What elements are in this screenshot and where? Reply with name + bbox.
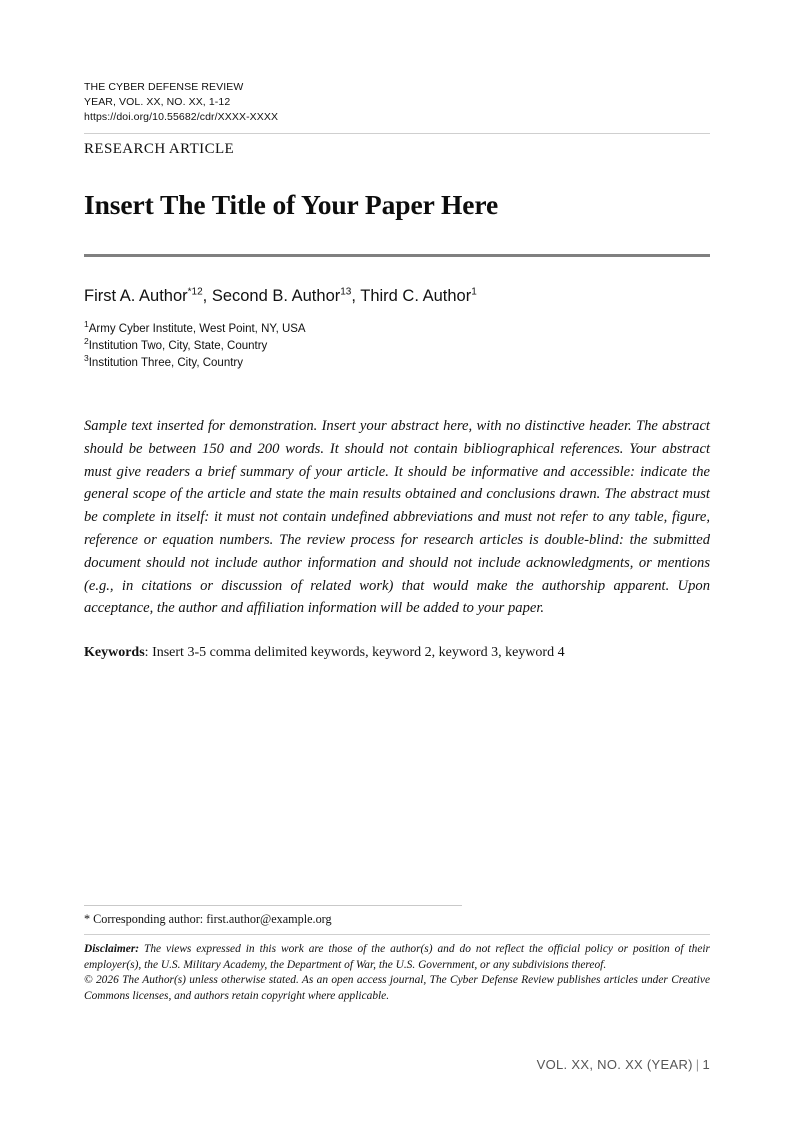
title-divider [84, 254, 710, 257]
disclaimer-line [84, 942, 710, 973]
affiliation-index: 1 [84, 319, 89, 330]
footer-page-number: 1 [702, 1057, 710, 1072]
footnote-divider [84, 905, 462, 906]
author-name: Third C. Author [360, 286, 472, 305]
journal-issue-line: YEAR, VOL. XX, NO. XX, 1-12 [84, 95, 231, 108]
article-type-label: RESEARCH ARTICLE [84, 140, 235, 157]
corresponding-author-note[interactable]: * Corresponding author: first.author@example.org [84, 912, 332, 926]
author-separator: , [351, 286, 361, 305]
disclaimer-label: Disclaimer: [84, 943, 140, 955]
affiliation-list [84, 321, 710, 371]
page-title: Insert The Title of Your Paper Here [84, 188, 499, 220]
author-separator: , [202, 286, 212, 305]
journal-header [84, 80, 710, 125]
affiliation-index: 3 [84, 352, 89, 363]
affiliation-item [84, 338, 710, 355]
copyright-line: © 2026 The Author(s) unless otherwise stated. As an open access journal, The Cyber Defense Review publishes articles under Creative Commons licenses, and authors retain copyright where applicable. [84, 974, 710, 1002]
author-name: Second B. Author [211, 286, 341, 305]
header-divider [84, 133, 710, 134]
keywords-label: Keywords [84, 645, 145, 661]
author-marks: 1 [471, 286, 477, 298]
affiliation-item [84, 321, 710, 338]
journal-name: THE CYBER DEFENSE REVIEW [84, 81, 244, 93]
affiliation-text: Army Cyber Institute, West Point, NY, USA [88, 323, 306, 336]
abstract-text: Sample text inserted for demonstration. Insert your abstract here, with no distinctive header. The abstract should be between 150 and 200 words. It should not contain bibliographical references. Your abstract must give readers a brief summary of your article. It should be informative and accessible: indicate the general scope of the article and state the main results obtained and conclusions drawn. The abstract must be complete in itself: it must not contain undefined abbreviations and must not refer to any table, figure, reference or equation numbers. The review process for research articles is double-blind: the submitted document should not include author information and should not include acknowledgments, or mentions (e.g., in citations or discussion of related work) that would make the authorship apparent. Upon acceptance, the author and affiliation information will be added to your paper. [84, 418, 710, 617]
author-marks: 13 [340, 286, 352, 298]
keywords-line [84, 642, 710, 663]
keywords-separator: : [144, 645, 153, 661]
page-footer [537, 1057, 710, 1072]
footer-issue: VOL. XX, NO. XX (YEAR) [536, 1057, 693, 1072]
affiliation-text: Institution Three, City, Country [88, 356, 243, 369]
affiliation-item [84, 352, 710, 372]
affiliation-index: 2 [84, 336, 89, 346]
keywords-value: Insert 3-5 comma delimited keywords, keyword 2, keyword 3, keyword 4 [152, 645, 565, 661]
author-marks: *12 [187, 286, 203, 298]
footer-separator: | [695, 1057, 700, 1072]
disclaimer-divider [84, 934, 710, 935]
disclaimer-block [84, 942, 710, 1005]
author-name: First A. Author [84, 286, 188, 305]
page-content [84, 80, 710, 663]
journal-doi[interactable]: https://doi.org/10.55682/cdr/XXXX-XXXX [84, 110, 279, 123]
author-list [84, 286, 710, 307]
affiliation-text: Institution Two, City, State, Country [88, 339, 268, 352]
footnote-area [84, 905, 710, 1005]
disclaimer-text: The views expressed in this work are those of the author(s) and do not reflect the official policy or position of their employer(s), the U.S. Military Academy, the Department of War, the U.S. Government, or any subdivisions thereof. [84, 943, 710, 971]
